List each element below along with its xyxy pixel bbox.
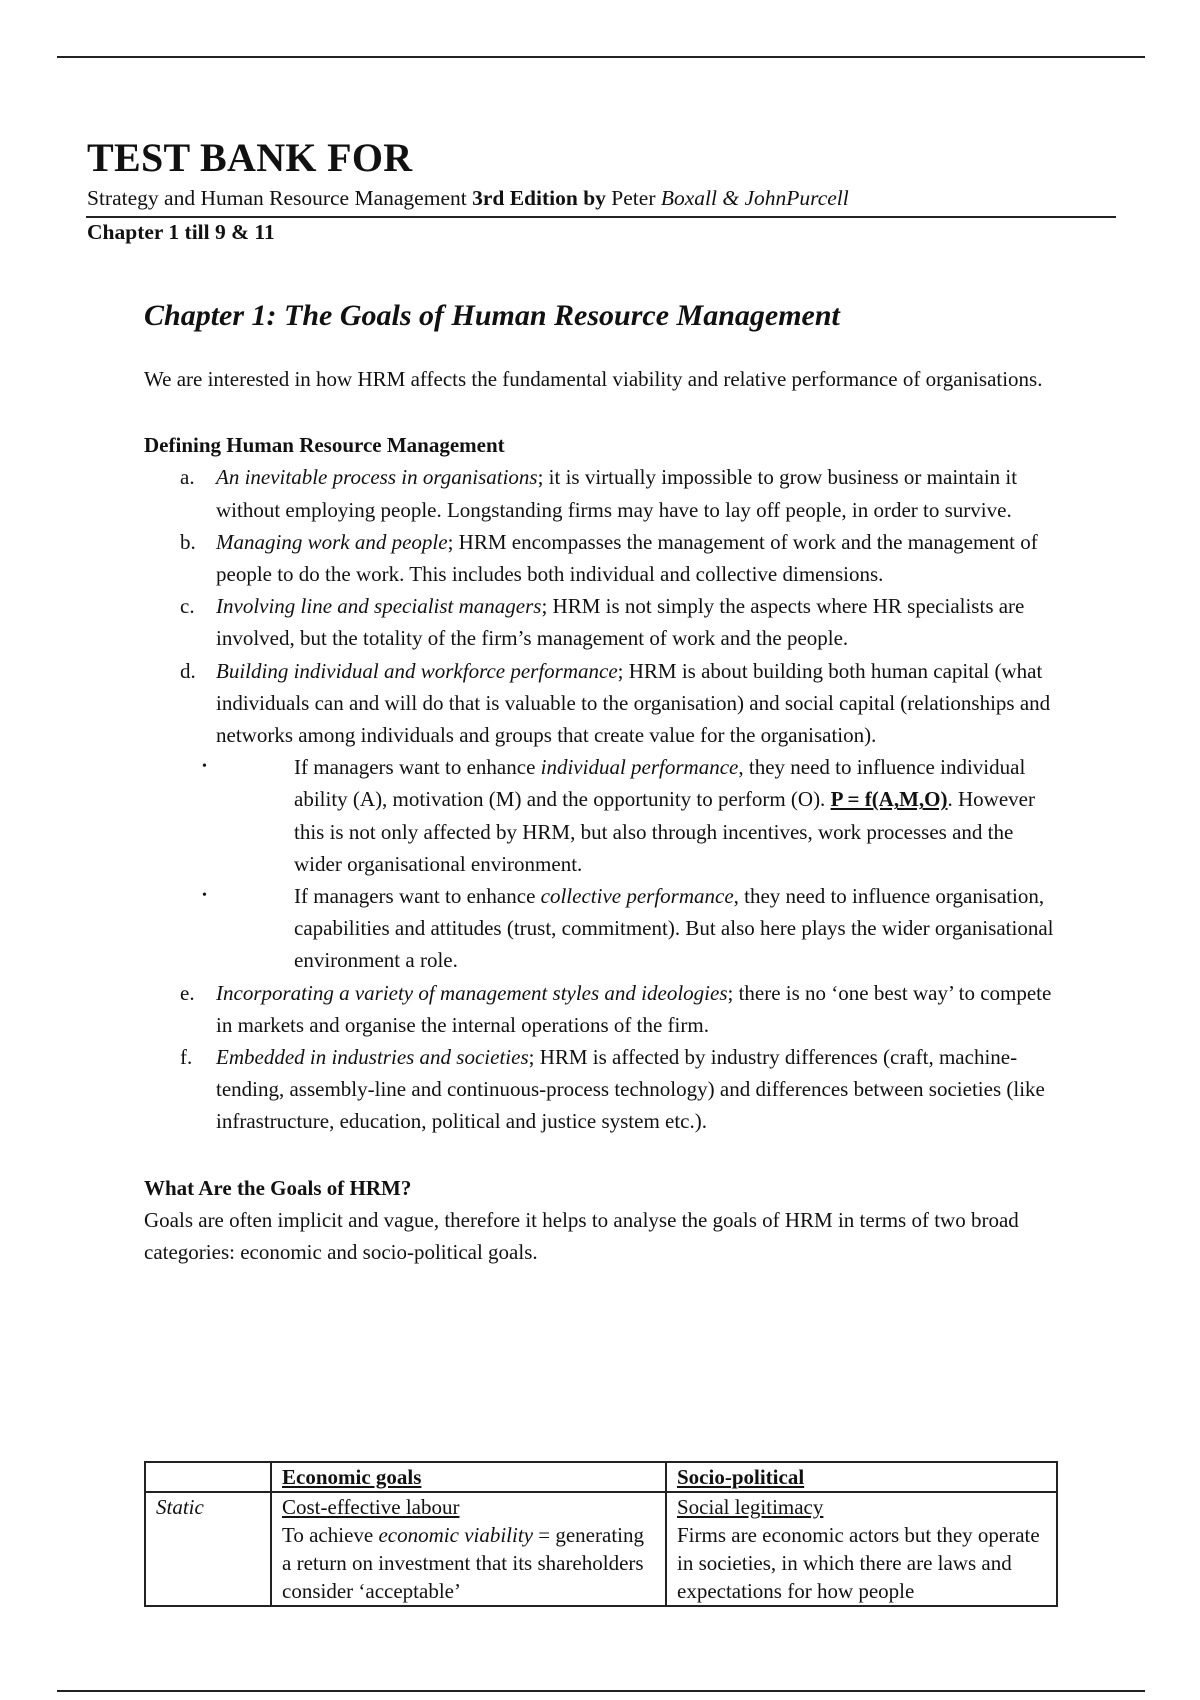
top-rule xyxy=(57,56,1145,58)
list-item: e. Incorporating a variety of management styles and ideologies; there is no ‘one best way’ to compete in markets and organise the internal operations of the firm. xyxy=(180,980,1052,1037)
subtitle-rule xyxy=(86,216,1116,218)
formula: P = f(A,M,O) xyxy=(830,787,948,812)
list-item: c. Involving line and specialist managers; HRM is not simply the aspects where HR specialists are involved, but the totality of the firm’s management of work and the people. xyxy=(180,594,1025,651)
document-subtitle xyxy=(87,186,849,211)
list-item: d. Building individual and workforce performance; HRM is about building both human capital (what individuals can and will do that is valuable to the organisation) and social capital (relationships and networks among individuals and groups that create value for the organisation). • If managers want to enhance individual performance, they need to influence individual ability (A), motivation (M) and the opportunity to perform (O). P = f(A,M,O). However this is not only affected by HRM, but also through incentives, work processes and the wider organisational environment. • If managers want to enhance collective performance, they need to influence organisation, capabilities and attitudes (trust, commitment). But also here plays the wider organisational environment a role. xyxy=(144,655,1064,977)
column-header-social: Socio-political xyxy=(666,1462,1057,1492)
row-label: Static xyxy=(145,1492,271,1606)
table-row xyxy=(145,1492,1057,1606)
definition-list xyxy=(144,461,1064,1137)
bullet-item: • If managers want to enhance individual performance, they need to influence individual ability (A), motivation (M) and the opportunity to perform (O). P = f(A,M,O). However this is not only affected by HRM, but also through incentives, work processes and the wider organisational environment. xyxy=(216,751,1064,880)
table-cell xyxy=(145,1462,271,1492)
goals-table xyxy=(144,1461,1058,1607)
table-cell-social: Social legitimacy Firms are economic actors but they operate in societies, in which there are laws and expectations for how people xyxy=(666,1492,1057,1606)
document-title: TEST BANK FOR xyxy=(87,135,413,180)
bullet-icon: • xyxy=(202,759,207,775)
section-heading-defining: Defining Human Resource Management xyxy=(144,433,505,458)
page-content xyxy=(144,296,1064,1268)
book-title: Strategy and Human Resource Management xyxy=(87,186,467,210)
edition: 3rd Edition by xyxy=(472,186,606,210)
bullet-item: • If managers want to enhance collective performance, they need to influence organisation, capabilities and attitudes (trust, commitment). But also here plays the wider organisational environment a role. xyxy=(216,880,1064,977)
table-header-row xyxy=(145,1462,1057,1492)
list-item: f. Embedded in industries and societies; HRM is affected by industry differences (craft, machine-tending, assembly-line and continuous-process technology) and differences between societies (like infrastructure, education, political and justice system etc.). xyxy=(180,1045,1045,1134)
list-item: a. An inevitable process in organisations; it is virtually impossible to grow business or maintain it without employing people. Longstanding firms may have to lay off people, in order to survive. xyxy=(180,465,1018,522)
author-first: Peter xyxy=(611,186,656,210)
intro-paragraph: We are interested in how HRM affects the fundamental viability and relative performance of organisations. xyxy=(144,367,1043,391)
chapters-range: Chapter 1 till 9 & 11 xyxy=(87,220,275,244)
authors: Boxall & JohnPurcell xyxy=(660,186,849,210)
performance-bullets xyxy=(202,751,1064,976)
column-header-economic: Economic goals xyxy=(271,1462,666,1492)
bottom-rule xyxy=(57,1690,1145,1692)
goals-paragraph: Goals are often implicit and vague, therefore it helps to analyse the goals of HRM in terms of two broad categories: economic and socio-political goals. xyxy=(144,1207,1019,1265)
bullet-icon: • xyxy=(202,888,207,904)
list-item: b. Managing work and people; HRM encompasses the management of work and the management of people to do the work. This includes both individual and collective dimensions. xyxy=(180,529,1038,587)
section-heading-goals: What Are the Goals of HRM? xyxy=(144,1175,412,1200)
chapter-heading: Chapter 1: The Goals of Human Resource Management xyxy=(144,299,840,332)
table-cell-economic: Cost-effective labour To achieve economic viability = generating a return on investment that its shareholders consider ‘acceptable’ xyxy=(271,1492,666,1606)
